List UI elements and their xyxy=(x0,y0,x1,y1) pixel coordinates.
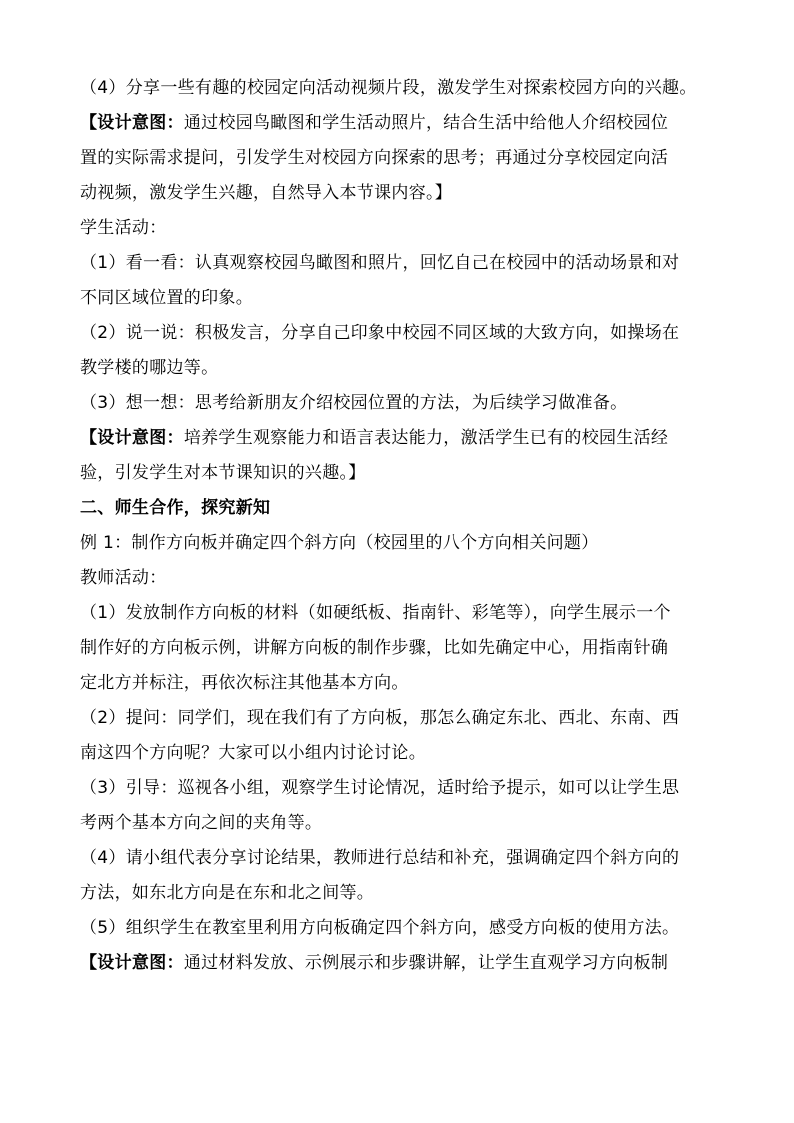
text: （3）想一想：思考给新朋友介绍校园位置的方法，为后续学习做准备。 xyxy=(80,393,628,413)
paragraph-line xyxy=(80,841,720,876)
section-label xyxy=(80,561,720,596)
section-heading xyxy=(80,491,720,526)
text: 例 1：制作方向板并确定四个斜方向（校园里的八个方向相关问题） xyxy=(80,533,599,553)
design-intent-label: 【设计意图： xyxy=(80,428,184,448)
text: 通过校园鸟瞰图和学生活动照片，结合生活中给他人介绍校园位 xyxy=(183,113,669,133)
paragraph-line xyxy=(80,71,720,106)
text: （5）组织学生在教室里利用方向板确定四个斜方向，感受方向板的使用方法。 xyxy=(80,918,680,938)
text: 动视频，激发学生兴趣，自然导入本节课内容。】 xyxy=(80,183,453,203)
text: 不同区域位置的印象。 xyxy=(80,288,253,308)
design-intent-line xyxy=(80,946,720,981)
paragraph-line xyxy=(80,176,720,211)
text: 方法，如东北方向是在东和北之间等。 xyxy=(80,883,375,903)
design-intent-line xyxy=(80,421,720,456)
text: 验，引发学生对本节课知识的兴趣。】 xyxy=(80,463,366,483)
example-heading xyxy=(80,526,720,561)
document-page xyxy=(80,71,720,981)
text: （2）提问：同学们，现在我们有了方向板，那怎么确定东北、西北、东南、西 xyxy=(80,708,680,728)
paragraph-line xyxy=(80,316,720,351)
text: （1）看一看：认真观察校园鸟瞰图和照片，回忆自己在校园中的活动场景和对 xyxy=(80,253,680,273)
paragraph-line xyxy=(80,351,720,386)
paragraph-line xyxy=(80,246,720,281)
text: 制作好的方向板示例，讲解方向板的制作步骤，比如先确定中心，用指南针确 xyxy=(80,638,669,658)
text: 定北方并标注，再依次标注其他基本方向。 xyxy=(80,673,409,693)
text: （2）说一说：积极发言，分享自己印象中校园不同区域的大致方向，如操场在 xyxy=(80,323,680,343)
text: 南这四个方向呢？大家可以小组内讨论讨论。 xyxy=(80,743,426,763)
text: （4）请小组代表分享讨论结果，教师进行总结和补充，强调确定四个斜方向的 xyxy=(80,848,680,868)
paragraph-line xyxy=(80,386,720,421)
design-intent-line xyxy=(80,106,720,141)
paragraph-line xyxy=(80,631,720,666)
section-label xyxy=(80,211,720,246)
paragraph-line xyxy=(80,701,720,736)
text: 教师活动： xyxy=(80,568,167,588)
paragraph-line xyxy=(80,281,720,316)
text: 考两个基本方向之间的夹角等。 xyxy=(80,813,323,833)
design-intent-label: 【设计意图： xyxy=(80,113,184,133)
design-intent-label: 【设计意图： xyxy=(80,953,184,973)
paragraph-line xyxy=(80,876,720,911)
paragraph-line xyxy=(80,911,720,946)
text: 通过材料发放、示例展示和步骤讲解，让学生直观学习方向板制 xyxy=(183,953,669,973)
text: 培养学生观察能力和语言表达能力，激活学生已有的校园生活经 xyxy=(183,428,669,448)
text: （3）引导：巡视各小组，观察学生讨论情况，适时给予提示，如可以让学生思 xyxy=(80,778,680,798)
paragraph-line xyxy=(80,596,720,631)
paragraph-line xyxy=(80,806,720,841)
paragraph-line xyxy=(80,141,720,176)
text: （1）发放制作方向板的材料（如硬纸板、指南针、彩笔等），向学生展示一个 xyxy=(80,603,671,623)
text: （4）分享一些有趣的校园定向活动视频片段，激发学生对探索校园方向的兴趣。 xyxy=(80,78,697,98)
paragraph-line xyxy=(80,736,720,771)
text: 学生活动： xyxy=(80,218,167,238)
text: 二、师生合作，探究新知 xyxy=(80,498,271,518)
paragraph-line xyxy=(80,666,720,701)
paragraph-line xyxy=(80,456,720,491)
text: 教学楼的哪边等。 xyxy=(80,358,219,378)
paragraph-line xyxy=(80,771,720,806)
text: 置的实际需求提问，引发学生对校园方向探索的思考；再通过分享校园定向活 xyxy=(80,148,669,168)
